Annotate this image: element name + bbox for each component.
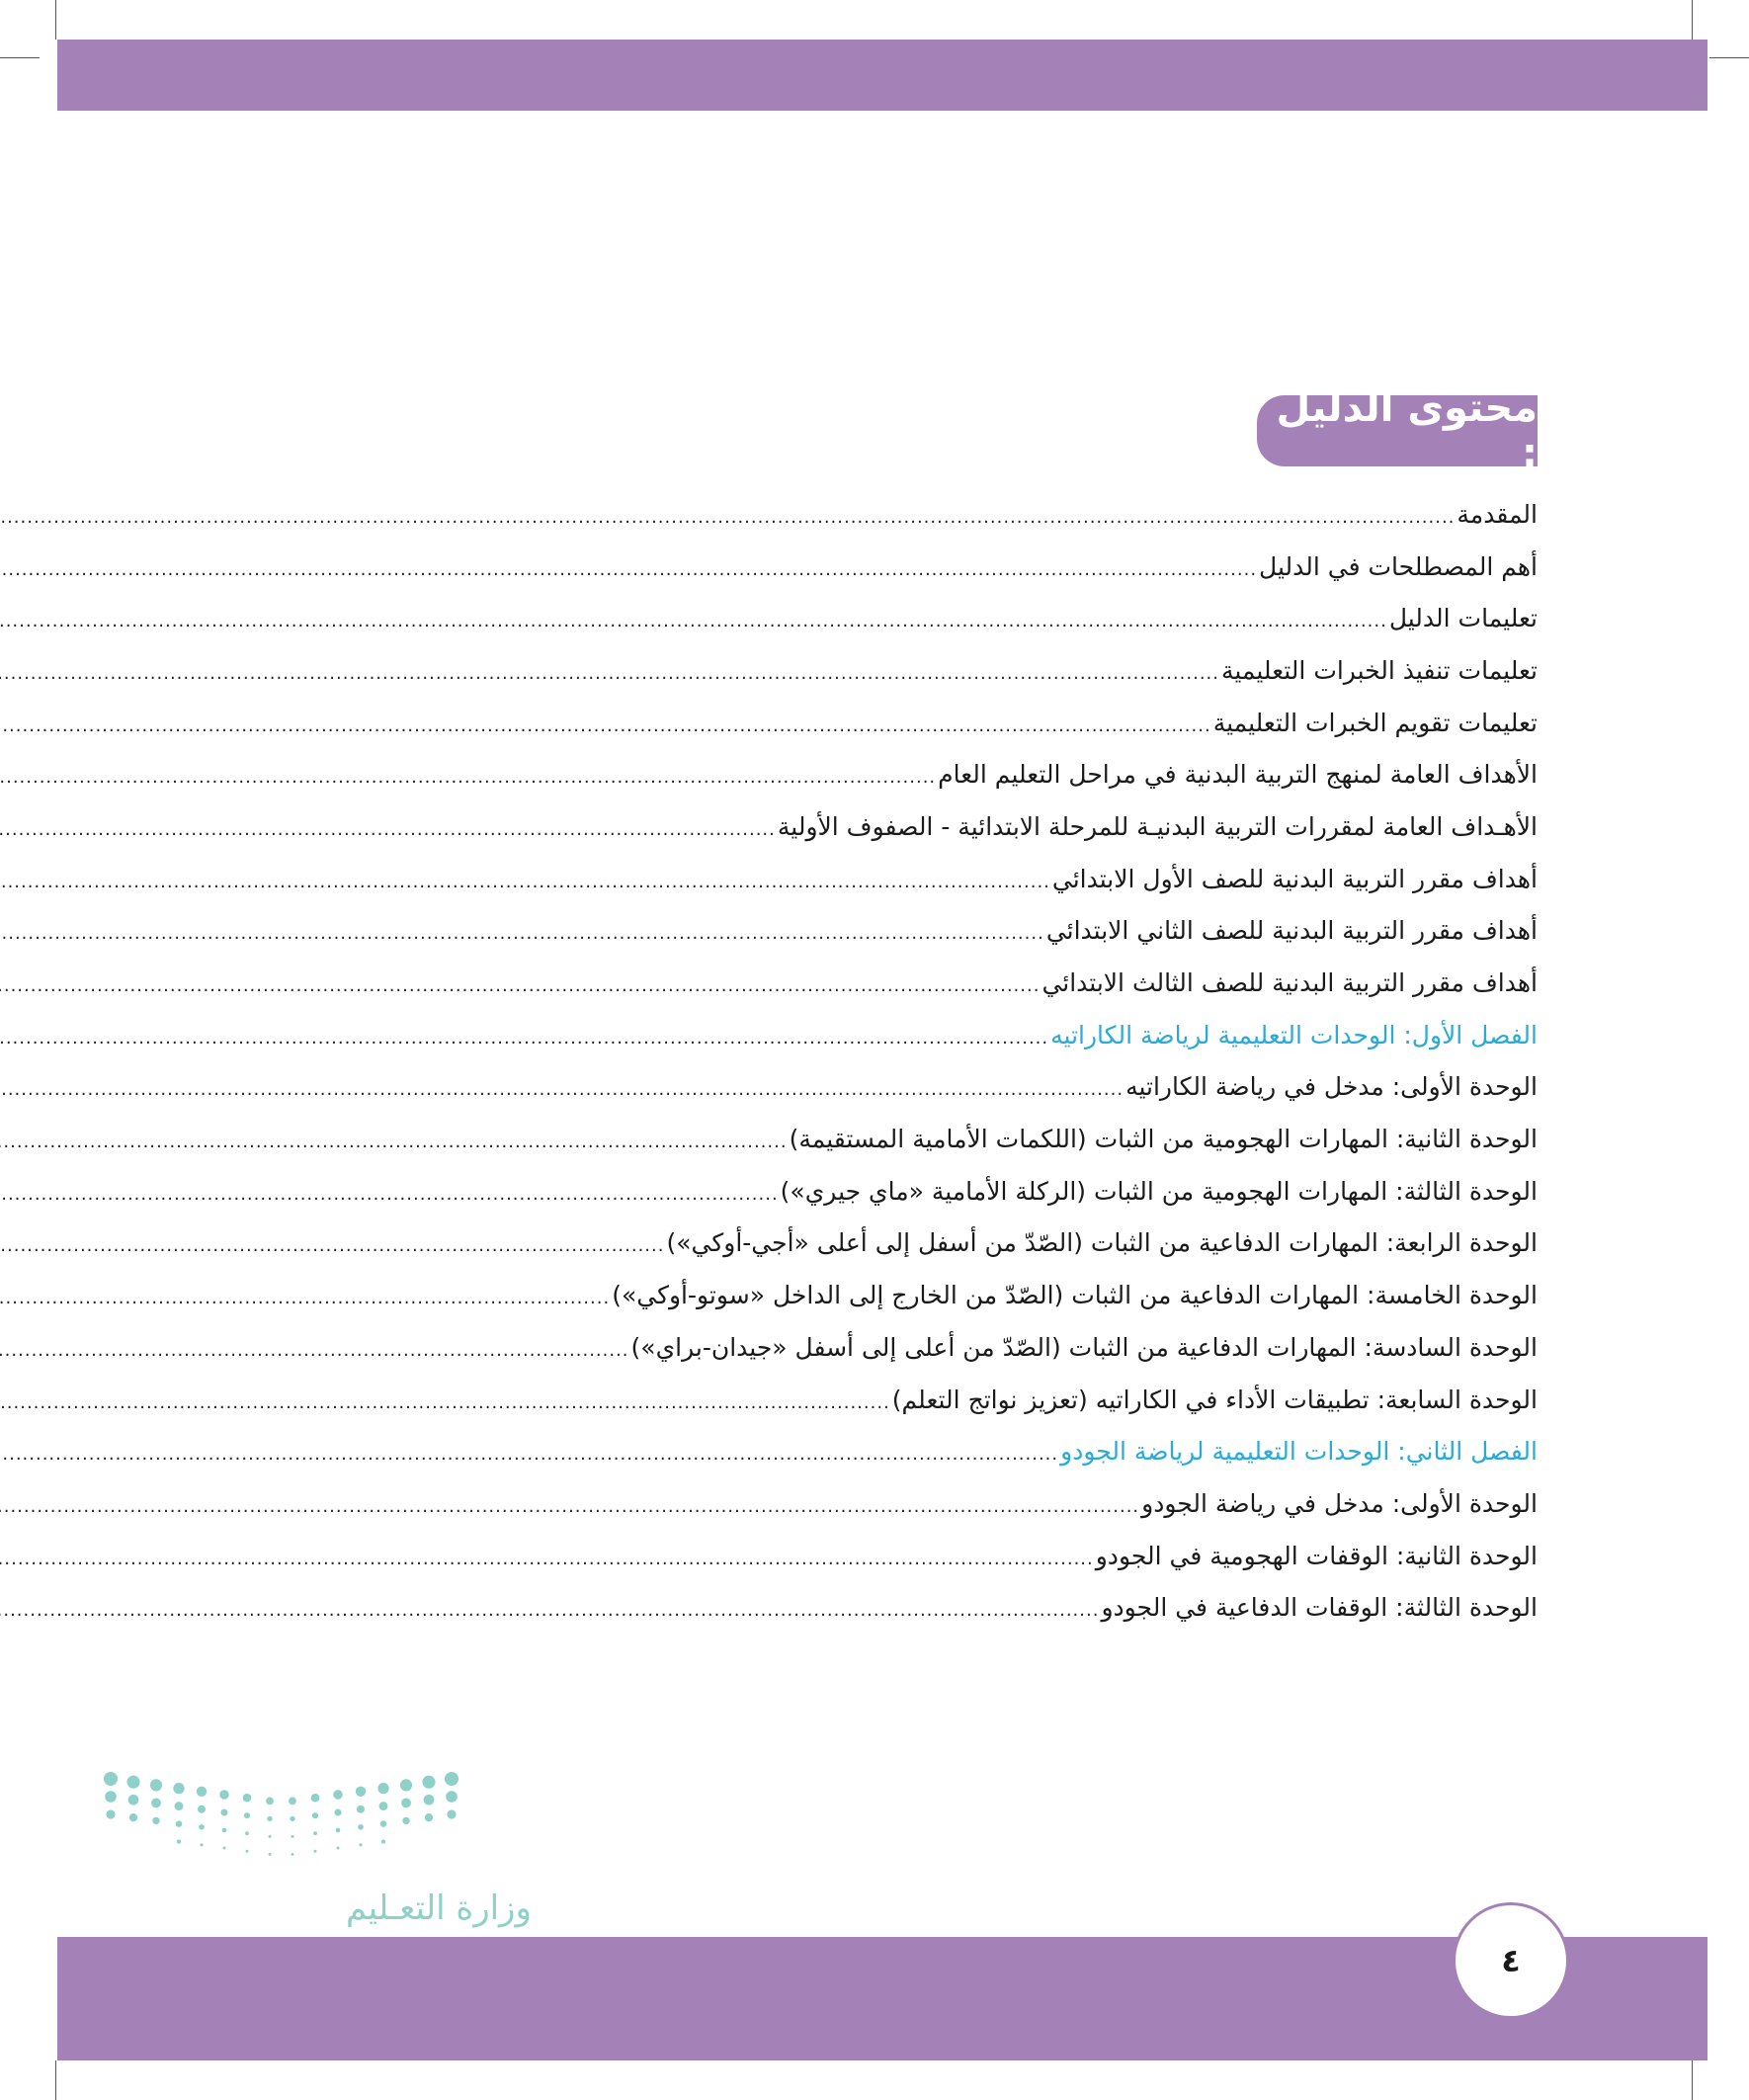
toc-entry-label: الوحدة الثالثة: الوقفات الدفاعية في الجودو [1101,1593,1538,1623]
toc-leader-dots [0,767,936,788]
toc-leader-dots [0,715,1211,736]
logo-dot [246,1850,249,1853]
toc-entry [0,604,1538,632]
logo-dot [400,1779,412,1791]
toc-leader-dots [0,1028,1048,1049]
logo-dot [380,1820,387,1827]
toc-entry [0,656,1538,685]
toc-row [219,1165,1538,1218]
toc-row [219,853,1538,905]
logo-dot [402,1817,409,1824]
page-number: ٤ [1501,1942,1521,1979]
page-number-badge [1453,1902,1569,2019]
logo-dot [313,1831,317,1835]
logo-dot [269,1853,272,1856]
toc-entry-label: تعليمات تقويم الخبرات التعليمية [1212,708,1538,737]
toc-entry [0,812,1538,841]
crop-mark [1709,57,1749,58]
toc-row [219,1009,1538,1061]
toc-entry [0,1333,1538,1362]
toc-entry [0,916,1538,945]
logo-dot [445,1772,458,1786]
logo-dot [245,1831,249,1835]
toc-entry-label: أهداف مقرر التربية البدنية للصف الثالث الابتدائي [1041,968,1538,998]
toc-chapter-entry [0,1021,1538,1050]
logo-dot [381,1840,385,1844]
toc-entry [0,709,1538,737]
toc-entry-label: المقدمة [1457,499,1538,529]
logo-dot [105,1791,117,1803]
toc-row [219,957,1538,1009]
logo-dot [220,1808,227,1815]
toc-entry [0,1125,1538,1153]
toc-leader-dots [0,1184,779,1205]
toc-leader-dots [0,1496,1139,1517]
logo-dot [377,1783,388,1794]
toc-leader-dots [0,1132,788,1152]
logo-dot [198,1806,206,1813]
logo-dot [292,1853,294,1856]
toc-entry-label: الوحدة الخامسة: المهارات الدفاعية من الثبات (الصّدّ من الخارج إلى الداخل «سوتو-أوكي») [612,1281,1538,1310]
toc-entry [0,1177,1538,1206]
logo-dot [446,1791,458,1803]
logo-dot [152,1817,159,1824]
toc-row [219,1061,1538,1114]
toc-leader-dots [0,1600,1099,1621]
crop-mark [55,0,56,40]
toc-row [219,1425,1538,1477]
logo-dot [219,1790,229,1800]
toc-entry-label: الوحدة الأولى: مدخل في رياضة الجودو [1141,1488,1538,1518]
toc-entry [0,1386,1538,1414]
logo-dot [289,1798,296,1806]
logo-dot [243,1794,252,1803]
logo-dot [334,1808,341,1815]
crop-mark [55,2060,56,2100]
toc-entry [0,1072,1538,1101]
toc-leader-dots [0,923,1044,944]
logo-dot [106,1809,115,1818]
logo-dot [266,1798,274,1806]
toc-entry [0,1228,1538,1257]
logo-dot [126,1776,139,1789]
logo-dots-icon [104,1772,458,1856]
crop-mark [1692,0,1693,40]
header-band [57,40,1707,111]
crop-mark [0,57,40,58]
toc-entry-label: الأهداف العامة لمنهج التربية البدنية في مراحل التعليم العام [938,760,1538,790]
logo-dot [290,1816,294,1821]
toc-leader-dots [0,1340,629,1361]
toc-row [219,1113,1538,1165]
logo-dot [314,1850,317,1853]
toc-entry-label: الفصل الثاني: الوحدات التعليمية لرياضة الجودو [1060,1437,1538,1467]
toc-row [219,800,1538,853]
logo-text: وزارة التعـليم [346,1889,532,1928]
logo-dot [175,1802,184,1810]
toc-row [219,1218,1538,1270]
toc-entry [0,968,1538,997]
toc-leader-dots [0,1392,890,1413]
logo-dot [129,1813,137,1821]
logo-dot [292,1835,294,1838]
toc-entry-label: الوحدة الثانية: المهارات الهجومية من الثبات (اللكمات الأمامية المستقيمة) [789,1125,1538,1154]
crop-mark [1692,2060,1693,2100]
logo-dot [312,1812,318,1818]
logo-dot [356,1787,366,1797]
logo-dot [177,1840,181,1844]
toc-entry [0,1542,1538,1570]
ministry-logo [99,1769,532,1947]
toc-row [219,1530,1538,1582]
logo-dot [222,1828,227,1833]
toc-row [219,488,1538,541]
toc-entry-label: أهداف مقرر التربية البدنية للصف الثاني الابتدائي [1045,916,1538,946]
toc-row [219,1321,1538,1374]
toc-entry-label: تعليمات الدليل [1388,604,1538,633]
toc-row [219,697,1538,749]
logo-dot [128,1795,139,1806]
toc-row [219,541,1538,593]
toc-entry-label: الوحدة الثالثة: المهارات الهجومية من الثبات (الركلة الأمامية «ماي جيري») [780,1176,1538,1206]
toc-entry-label: الوحدة السابعة: تطبيقات الأداء في الكاراتيه (تعزيز نواتج التعلم) [891,1385,1538,1414]
toc-leader-dots [0,1288,610,1308]
toc-leader-dots [0,1235,664,1256]
logo-dot [197,1787,207,1797]
toc-entry [0,1593,1538,1622]
toc-leader-dots [0,1549,1094,1569]
logo-dot [425,1813,433,1821]
logo-dot [244,1812,250,1818]
toc-row [219,1581,1538,1634]
logo-dot [401,1799,411,1808]
toc-leader-dots [0,1444,1058,1465]
toc-entry [0,865,1538,893]
toc-leader-dots [0,663,1219,684]
logo-dot [199,1824,205,1830]
toc-row [219,905,1538,958]
toc-leader-dots [0,872,1050,892]
logo-dot [267,1816,272,1821]
logo-dot [379,1802,388,1810]
logo-dot [223,1847,226,1850]
toc-leader-dots [0,1079,1124,1100]
toc-entry [0,1489,1538,1518]
toc-row [219,1374,1538,1426]
logo-dot [357,1806,365,1813]
toc-title-tab [1257,385,1538,476]
logo-dot [422,1776,435,1789]
toc-entry-label: الوحدة الثانية: الوقفات الهجومية في الجودو [1095,1541,1538,1570]
toc-title: محتوى الدليل : [1276,385,1538,476]
toc-row [219,1477,1538,1530]
logo-dot [269,1835,272,1838]
toc-row [219,644,1538,697]
toc-leader-dots [0,559,1257,580]
table-of-contents [219,488,1538,1634]
toc-entry-label: الوحدة الأولى: مدخل في رياضة الكاراتيه [1125,1072,1538,1102]
logo-dot [447,1809,456,1818]
logo-dot [333,1790,343,1800]
logo-dot [337,1847,340,1850]
logo-dot [173,1783,184,1794]
logo-dot [200,1843,203,1846]
logo-dot [151,1799,161,1808]
toc-leader-dots [0,507,1455,528]
toc-entry [0,500,1538,529]
logo-dot [150,1779,162,1791]
toc-entry-label: أهداف مقرر التربية البدنية للصف الأول الابتدائي [1051,864,1538,893]
logo-dot [359,1843,362,1846]
logo-dot [424,1795,435,1806]
toc-entry-label: أهم المصطلحات في الدليل [1259,551,1538,581]
toc-entry [0,552,1538,581]
toc-chapter-entry [0,1437,1538,1466]
logo-dot [311,1794,320,1803]
toc-entry [0,1281,1538,1309]
toc-row [219,592,1538,644]
toc-entry-label: الأهـداف العامة لمقررات التربية البدنيـة للمرحلة الابتدائية - الصفوف الأولية [777,811,1538,841]
toc-leader-dots [0,819,776,840]
toc-entry-label: تعليمات تنفيذ الخبرات التعليمية [1220,655,1538,685]
toc-row [219,1269,1538,1321]
toc-entry [0,760,1538,789]
logo-dot [358,1824,364,1830]
toc-entry-label: الوحدة السادسة: المهارات الدفاعية من الثبات (الصّدّ من أعلى إلى أسفل «جيدان-براي») [630,1332,1538,1362]
toc-entry-label: الفصل الأول: الوحدات التعليمية لرياضة الكاراتيه [1050,1020,1538,1050]
toc-row [219,748,1538,800]
logo-dot [336,1828,341,1833]
toc-leader-dots [0,975,1040,996]
logo-dot [176,1820,183,1827]
logo-dot [104,1772,118,1786]
toc-entry-label: الوحدة الرابعة: المهارات الدفاعية من الثبات (الصّدّ من أسفل إلى أعلى «أجي-أوكي») [666,1228,1538,1258]
toc-leader-dots [0,611,1387,631]
